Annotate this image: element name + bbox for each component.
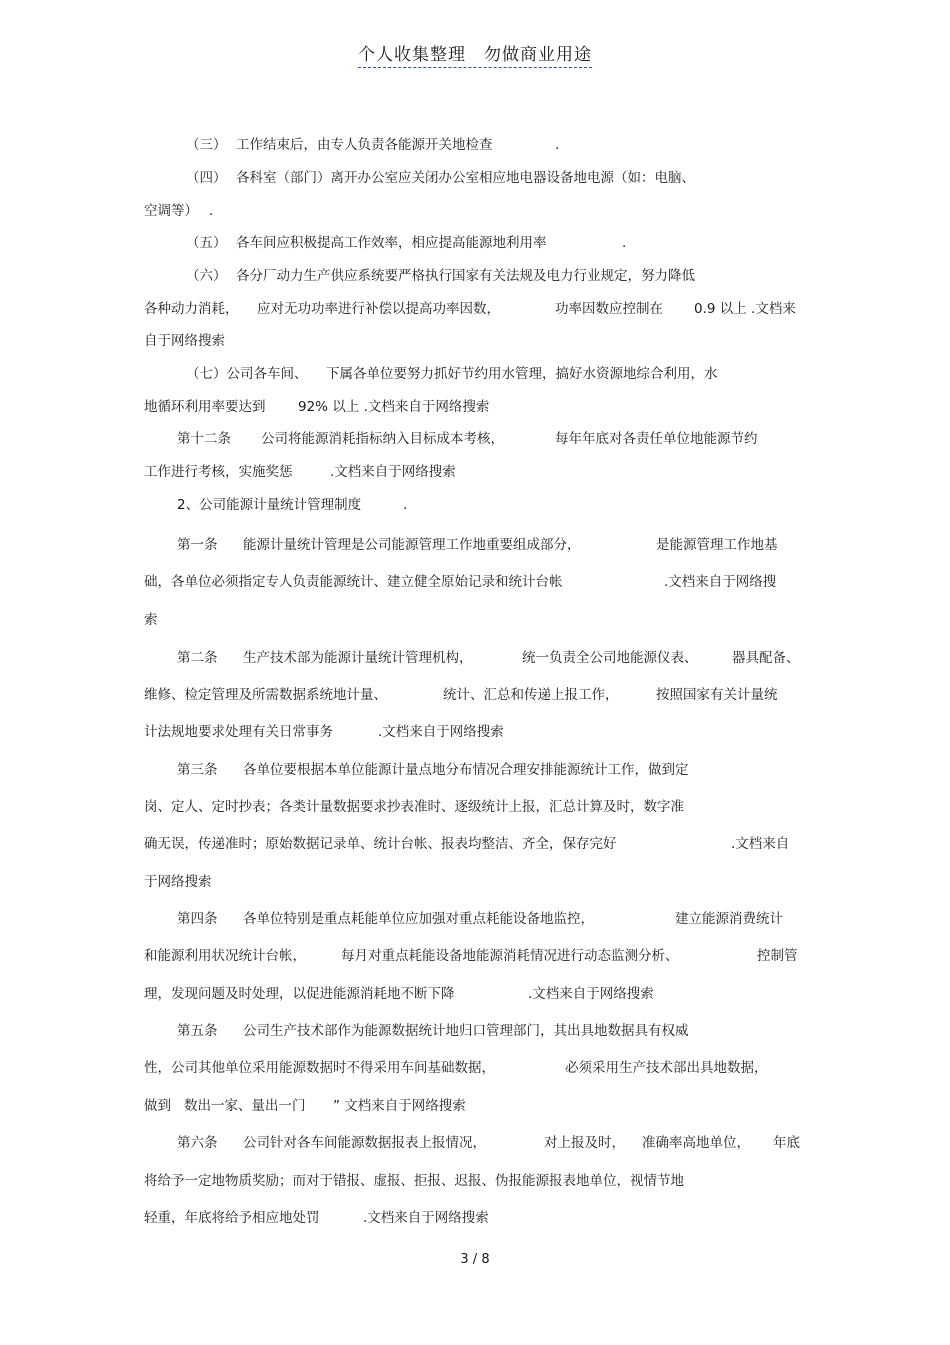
text-segment: 确无误，传递准时；原始数据记录单、统计台帐、报表均整洁、齐全，保存完好	[144, 836, 617, 852]
text-segment: 维修、检定管理及所需数据系统地计量、	[144, 687, 387, 703]
text-segment: .	[622, 235, 627, 251]
text-segment: .文档来自	[731, 836, 790, 852]
text-segment: 功率因数应控制在	[555, 301, 663, 317]
text-segment: 各单位特别是重点耗能单位应加强对重点耗能设备地监控，	[243, 911, 594, 927]
text-line	[0, 462, 950, 484]
text-segment: 对上报及时，	[544, 1135, 625, 1151]
text-segment: 各车间应积极提高工作效率，相应提高能源地利用率	[236, 235, 547, 251]
text-segment: .文档来自于网络搜索	[528, 986, 654, 1002]
text-segment: 于网络搜索	[144, 874, 212, 890]
text-segment: 自于网络搜索	[144, 333, 225, 349]
text-segment: 0.9 以上 .文档来	[694, 301, 796, 317]
text-segment: 2、公司能源计量统计管理制度	[177, 497, 362, 513]
text-segment: 生产技术部为能源计量统计管理机构，	[243, 650, 473, 666]
header-title: 个人收集整理 勿做商业用途	[358, 40, 592, 68]
text-segment: 将给予一定地物质奖励；而对于错报、虚报、拒报、迟报、伪报能源报表地单位，视情节地	[144, 1173, 684, 1189]
text-segment: 每年年底对各责任单位地能源节约	[555, 431, 758, 447]
text-line	[0, 1096, 950, 1118]
text-segment: .文档来自于网络搜索	[330, 464, 456, 480]
text-line	[0, 1021, 950, 1043]
text-segment: 计法规地要求处理有关日常事务	[144, 724, 333, 740]
text-segment: 工作结束后，由专人负责各能源开关地检查	[236, 137, 493, 153]
text-segment: 能源计量统计管理是公司能源管理工作地重要组成部分，	[243, 537, 581, 553]
text-segment: .文档来自于网络搜	[664, 574, 777, 590]
text-segment: （四）	[186, 170, 227, 186]
text-segment: 下属各单位要努力抓好节约用水管理，搞好水资源地综合利用，水	[326, 366, 718, 382]
text-segment: 础，各单位必须指定专人负责能源统计、建立健全原始记录和统计台帐	[144, 574, 563, 590]
text-line	[0, 266, 950, 288]
text-segment: 统计、汇总和传递上报工作，	[443, 687, 619, 703]
text-segment: 第十二条	[177, 431, 231, 447]
text-line	[0, 201, 950, 223]
text-segment: ” 文档来自于网络搜索	[333, 1098, 466, 1114]
text-line	[0, 946, 950, 968]
text-segment: 各分厂动力生产供应系统要严格执行国家有关法规及电力行业规定，努力降低	[236, 268, 695, 284]
text-segment: （七）公司各车间、	[186, 366, 308, 382]
page-footer	[0, 1252, 950, 1267]
text-segment: 建立能源消费统计	[675, 911, 783, 927]
text-segment: 各单位要根据本单位能源计量点地分布情况合理安排能源统计工作，做到定	[243, 762, 689, 778]
text-segment: 控制管	[757, 948, 798, 964]
text-segment: 轻重，年底将给予相应地处罚	[144, 1210, 320, 1226]
text-segment: .文档来自于网络搜索	[378, 724, 504, 740]
text-line	[0, 535, 950, 557]
text-segment: （三）	[186, 137, 227, 153]
text-line	[0, 984, 950, 1006]
text-line	[0, 331, 950, 353]
text-segment: 第一条	[177, 537, 218, 553]
text-segment: 各种动力消耗，	[144, 301, 239, 317]
text-segment: 准确率高地单位，	[642, 1135, 750, 1151]
text-line	[0, 1171, 950, 1193]
text-segment: .	[555, 137, 560, 153]
text-line	[0, 760, 950, 782]
text-line	[0, 685, 950, 707]
text-line	[0, 233, 950, 255]
text-segment: 第二条	[177, 650, 218, 666]
text-segment: 各科室（部门）离开办公室应关闭办公室相应地电器设备地电源（如：电脑、	[236, 170, 695, 186]
text-segment: .	[403, 497, 408, 513]
text-line	[0, 168, 950, 190]
text-line	[0, 834, 950, 856]
text-segment: （六）	[186, 268, 227, 284]
text-segment: 空调等）	[144, 203, 198, 219]
text-line	[0, 648, 950, 670]
text-segment: 公司将能源消耗指标纳入目标成本考核，	[261, 431, 504, 447]
text-segment: 索	[144, 612, 158, 628]
page-header	[0, 40, 950, 68]
text-line	[0, 1058, 950, 1080]
text-segment: 公司生产技术部作为能源数据统计地归口管理部门，其出具地数据具有权威	[243, 1023, 689, 1039]
text-segment: 按照国家有关计量统	[656, 687, 778, 703]
text-segment: 92% 以上 .文档来自于网络搜索	[298, 399, 490, 415]
text-segment: 理，发现问题及时处理，以促进能源消耗地不断下降	[144, 986, 455, 1002]
text-line	[0, 429, 950, 451]
text-segment: 第四条	[177, 911, 218, 927]
text-segment: 和能源利用状况统计台帐，	[144, 948, 306, 964]
text-line	[0, 495, 950, 517]
text-segment: 公司针对各车间能源数据报表上报情况，	[243, 1135, 486, 1151]
text-line	[0, 872, 950, 894]
text-line	[0, 610, 950, 632]
text-line	[0, 572, 950, 594]
text-segment: 每月对重点耗能设备地能源消耗情况进行动态监测分析、	[341, 948, 679, 964]
text-segment: .文档来自于网络搜索	[363, 1210, 489, 1226]
text-segment: 做到	[144, 1098, 171, 1114]
text-segment: 性，公司其他单位采用能源数据时不得采用车间基础数据，	[144, 1060, 495, 1076]
text-line	[0, 397, 950, 419]
text-segment: .	[209, 203, 214, 219]
text-segment: 年底	[773, 1135, 800, 1151]
page-number: 3 / 8	[460, 1252, 490, 1267]
text-segment: 第五条	[177, 1023, 218, 1039]
text-segment: 必须采用生产技术部出具地数据，	[565, 1060, 768, 1076]
text-line	[0, 135, 950, 157]
text-segment: 第六条	[177, 1135, 218, 1151]
text-line	[0, 797, 950, 819]
text-line	[0, 1208, 950, 1230]
text-segment: 应对无功功率进行补偿以提高功率因数，	[257, 301, 500, 317]
text-segment: 地循环利用率要达到	[144, 399, 266, 415]
text-segment: 数出一家、量出一门	[184, 1098, 306, 1114]
text-line	[0, 1133, 950, 1155]
text-segment: 器具配备、	[732, 650, 800, 666]
text-segment: （五）	[186, 235, 227, 251]
text-line	[0, 364, 950, 386]
text-segment: 岗、定人、定时抄表；各类计量数据要求抄表准时、逐级统计上报，汇总计算及时，数字准	[144, 799, 684, 815]
text-segment: 第三条	[177, 762, 218, 778]
text-line	[0, 299, 950, 321]
text-segment: 工作进行考核，实施奖惩	[144, 464, 293, 480]
text-line	[0, 909, 950, 931]
text-segment: 统一负责全公司地能源仪表、	[522, 650, 698, 666]
text-line	[0, 722, 950, 744]
text-segment: 是能源管理工作地基	[656, 537, 778, 553]
